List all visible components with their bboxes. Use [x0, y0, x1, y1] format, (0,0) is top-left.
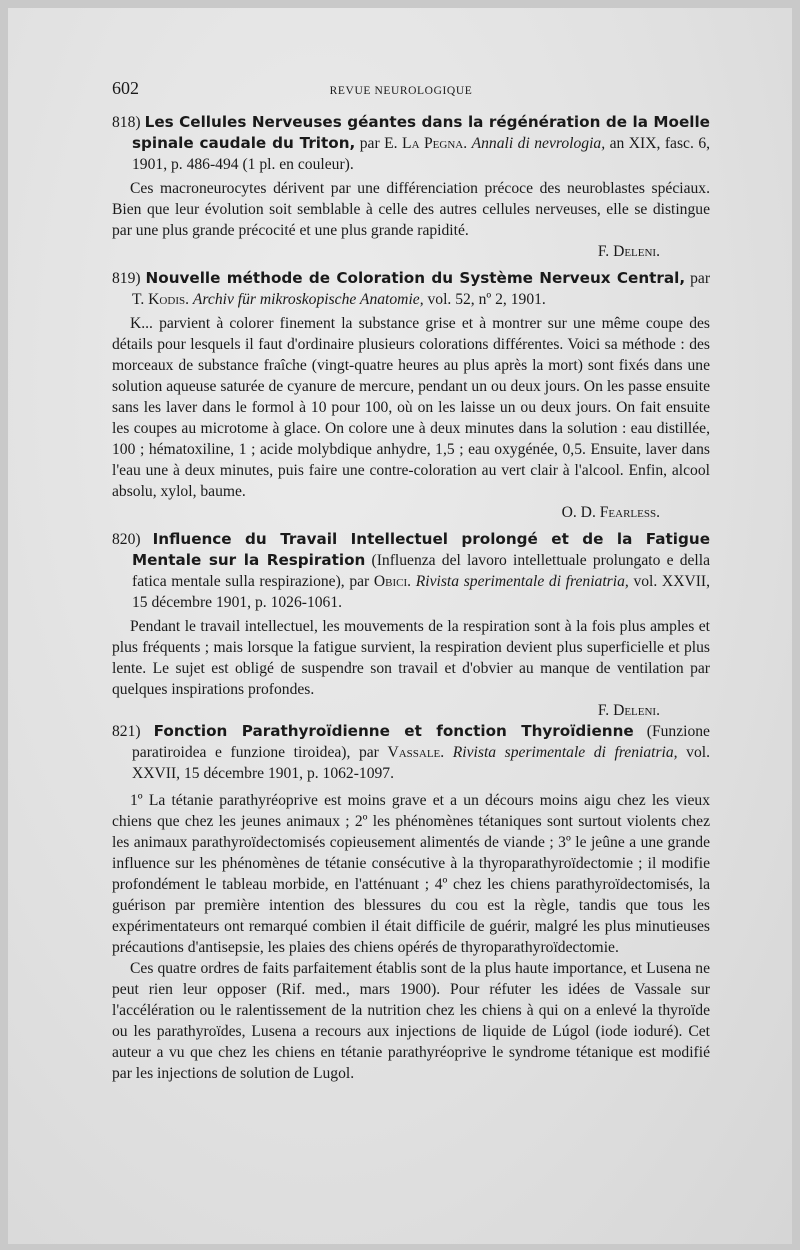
entry-author: La Pegna — [402, 135, 464, 152]
entry-journal: Archiv für mikroskopische Anatomie, — [192, 291, 424, 308]
entry-pre-author: (Influenza del lavoro intellettuale prolungato e della fatica mentale sulla respirazione), par — [132, 552, 711, 590]
entry-paragraph: Ces quatre ordres de faits parfaitement établis sont de la plus haute importance, et Lusena ne peut rien leur opposer (Rif. med., mars 1900). Pour réfuter les idées de Vassale sur l'accélération ou le ralentissement de la nutrition chez les chiens à qui on a enlevé la thyroïde ou les parathyroïdes, Lusena a recours aux injections de liquide de Lúgol (iode ioduré). Cet auteur a vu que chez les chiens en tétanie parathyréoprive le syndrome tétanique est modifié par les injections de solution de Lugol. — [112, 960, 710, 1082]
entry-number: 821) — [112, 723, 141, 740]
entry-author: Kodis — [148, 291, 186, 308]
entry-reviewer: F. Deleni. — [597, 243, 660, 260]
entry-heading: 821) Fonction Parathyroïdienne et fonction Thyroïdienne (Funzione paratiroidea e funzione tiroidea), par Vassale. Rivista sperimentale di freniatria, vol. XXVII, 15 décembre 1901, p. 1062-1097. — [112, 722, 710, 782]
entry-journal: Rivista sperimentale di freniatria, — [452, 744, 678, 761]
entry-heading: 818) Les Cellules Nerveuses géantes dans la régénération de la Moelle spinale caudale du Triton, par E. La Pegna. Annali di nevrologia, an XIX, fasc. 6, 1901, p. 486-494 (1 pl. en couleur). — [112, 113, 711, 173]
entry-paragraph: 1º La tétanie parathyréoprive est moins grave et a un décours moins aigu chez les vieux chiens que chez les jeunes animaux ; 2º les phénomènes tétaniques sont surtout violents chez les animaux parathyroïdectomisés copieusement alimentés de viande ; 3º le jeûne a une grande influence sur les phénomènes de tétanie consécutive à la thyroparathyroïdectomie ; il modifie profondément le tableau morbide, en l'atténuant ; 4º chez les chiens parathyroïdectomisés, la guérison par première intention des blessures du cou est la règle, tandis que tous les expérimentateurs ont remarqué combien il était difficile de guérir, malgré les plus minutieuses précautions d'antisepsie, les plaies des chiens opérés de thyroparathyroïdectomie. — [112, 792, 710, 956]
entry-paragraph: Ces macroneurocytes dérivent par une différenciation précoce des neuroblastes spéciaux. Bien que leur évolution soit semblable à celle des autres cellules nerveuses, elle se distingue par une plus grande précocité et une plus grande rapidité. — [112, 180, 710, 239]
abstract-entry — [112, 112, 710, 262]
entry-number: 819) — [112, 270, 141, 287]
entry-citation: an XIX, fasc. 6, 1901, p. 486-494 (1 pl. en couleur). — [132, 135, 711, 173]
entry-heading: 820) Influence du Travail Intellectuel prolongé et de la Fatigue Mentale sur la Respiration (Influenza del lavoro intellettuale prolungato e della fatica mentale sulla respirazione), par Obici. Rivista sperimentale di freniatria, vol. XXVII, 15 décembre 1901, p. 1026-1061. — [112, 530, 711, 611]
scanned-page — [8, 8, 792, 1244]
entry-title: Fonction Parathyroïdienne et fonction Thyroïdienne — [153, 722, 634, 740]
abstract-entry — [112, 268, 710, 523]
entry-title: Les Cellules Nerveuses géantes dans la régénération de la Moelle spinale caudale du Triton, — [132, 113, 710, 152]
entry-citation: vol. 52, nº 2, 1901. — [423, 291, 546, 308]
entry-reviewer: F. Deleni. — [597, 702, 660, 719]
page-content — [112, 78, 710, 1084]
entry-paragraph: Pendant le travail intellectuel, les mouvements de la respiration sont à la fois plus amples et plus fréquents ; mais lorsque la fatigue survient, la respiration devient plus superficielle et plus lente. Le sujet est obligé de suspendre son travail et d'obvier au manque de ventilation par quelques inspirations profondes. — [112, 618, 710, 698]
entry-pre-author: par E. — [355, 135, 403, 152]
entry-pre-author: (Funzione paratiroidea e funzione tiroidea), par — [132, 723, 710, 761]
abstract-entry — [112, 529, 710, 721]
page-number: 602 — [112, 78, 139, 98]
entry-number: 820) — [112, 531, 141, 548]
abstract-entry — [112, 721, 710, 1084]
entry-journal: Annali di nevrologia, — [471, 135, 606, 152]
entry-title: Influence du Travail Intellectuel prolongé et de la Fatigue Mentale sur la Respiration — [132, 530, 710, 569]
entry-citation: vol. XXVII, 15 décembre 1901, p. 1062-1097. — [132, 744, 710, 782]
entry-author: Obici — [373, 573, 408, 590]
entry-heading: 819) Nouvelle méthode de Coloration du Système Nerveux Central, par T. Kodis. Archiv für mikroskopische Anatomie, vol. 52, nº 2, 1901. — [112, 269, 711, 308]
entry-citation: vol. XXVII, 15 décembre 1901, p. 1026-1061. — [132, 573, 710, 611]
entry-title: Nouvelle méthode de Coloration du Système Nerveux Central, — [145, 269, 686, 287]
entry-reviewer: O. D. Fearless. — [561, 504, 660, 521]
entry-journal: Rivista sperimentale di freniatria, — [415, 573, 629, 590]
running-title: REVUE NEUROLOGIQUE — [329, 85, 473, 97]
entry-number: 818) — [112, 114, 141, 131]
running-header — [112, 78, 710, 104]
entry-paragraph: K... parvient à colorer finement la substance grise et à montrer sur une même coupe des détails pour lesquels il faut d'ordinaire plusieurs colorations différentes. Voici sa méthode : des morceaux de substance fraîche (vingt-quatre heures au plus après la mort) sont fixés dans une solution aqueuse saturée de cyanure de mercure, pendant un ou deux jours. On les passe ensuite sans les laver dans le formol à 10 pour 100, où on les laisse un ou deux jours. On fait ensuite les coupes au microtome à glace. On colore une à deux minutes dans la solution : eau distillée, 100 ; hématoxiline, 1 ; acide molybdique anhydre, 1,5 ; eau oxygénée, 0,5. Ensuite, laver dans l'eau une à deux minutes, puis faire une contre-coloration au vert clair à l'alcool. Enfin, alcool absolu, xylol, baume. — [112, 315, 710, 500]
entry-author: Vassale — [387, 744, 441, 761]
entry-pre-author: par T. — [132, 270, 711, 308]
